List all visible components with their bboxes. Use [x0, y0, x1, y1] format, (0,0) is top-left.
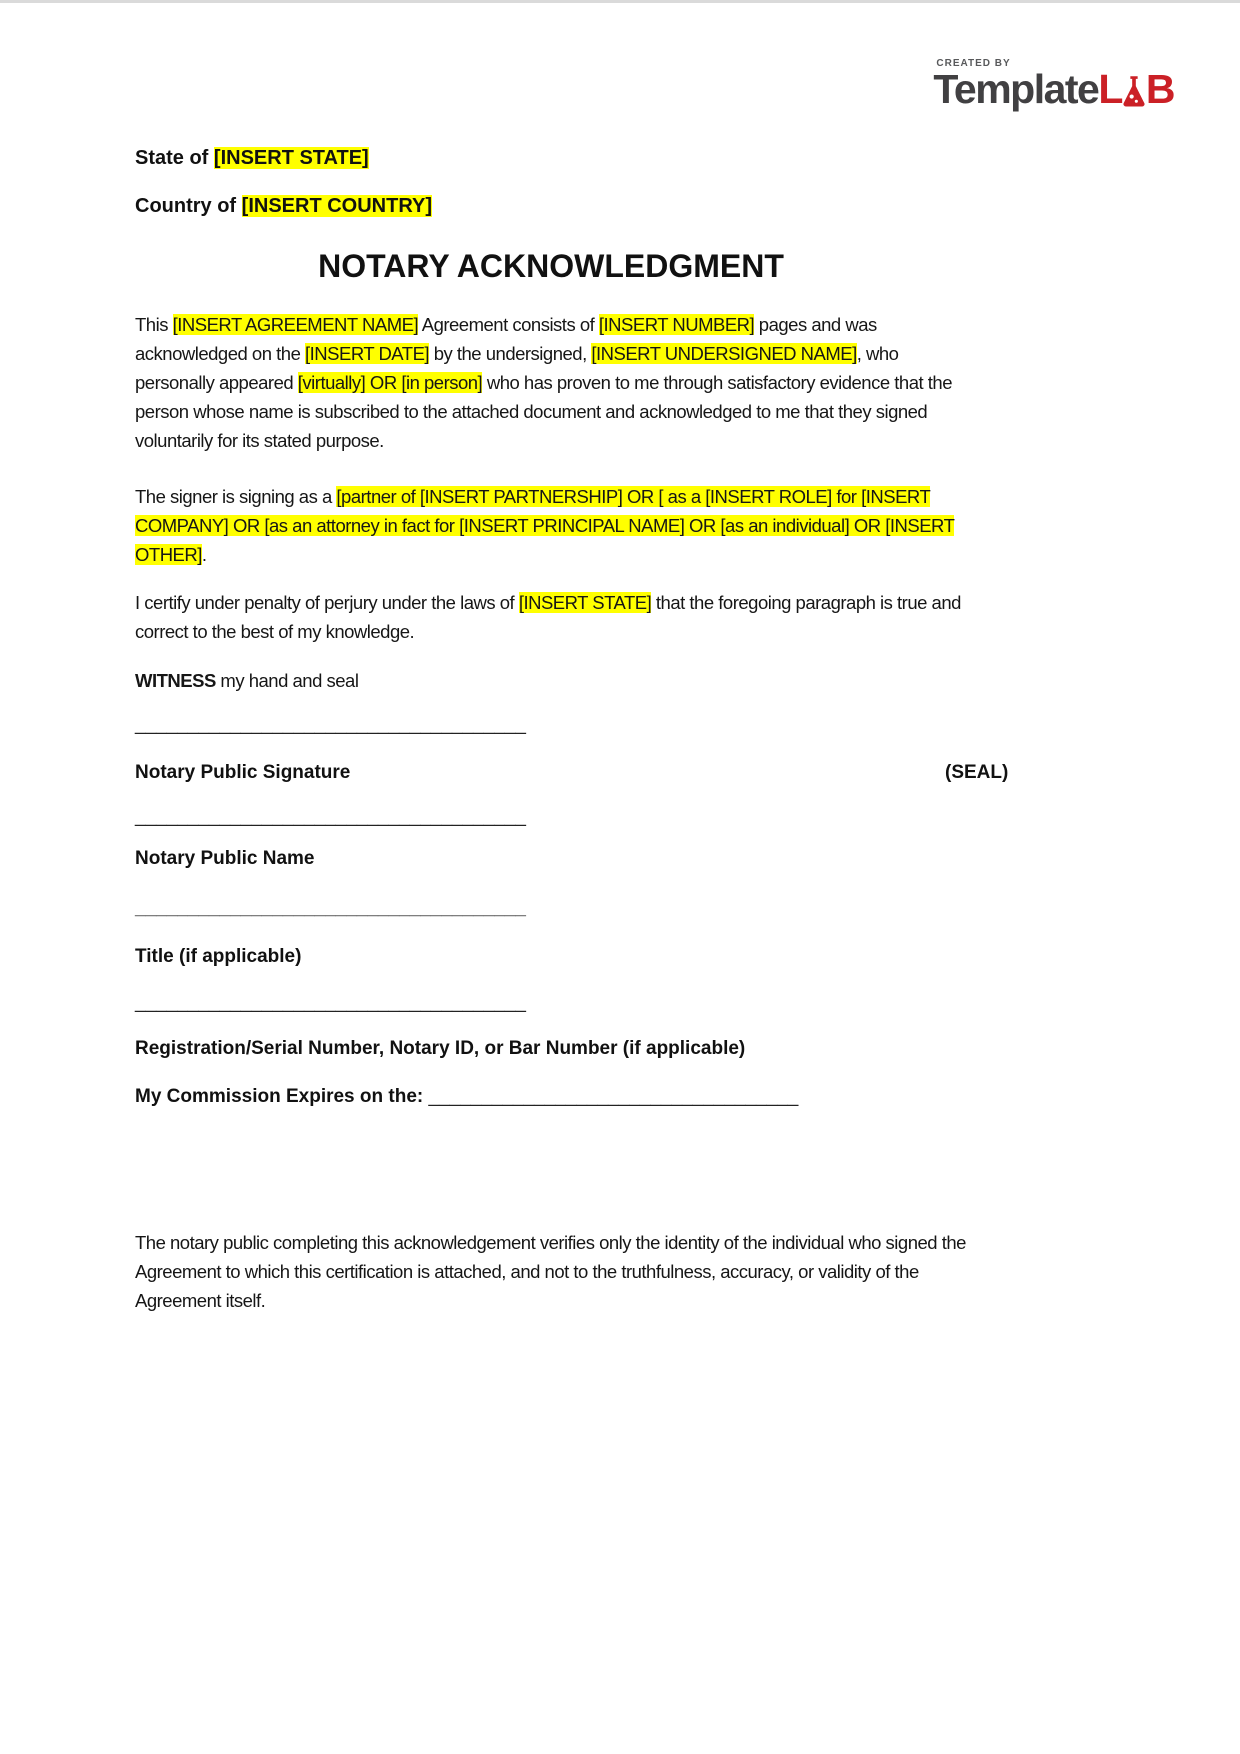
text-segment: I certify under penalty of perjury under the laws of [135, 592, 519, 613]
country-label: Country of [135, 195, 242, 217]
paragraph-signer-role [135, 482, 967, 569]
highlighted-placeholder: [virtually] OR [in person] [297, 372, 483, 393]
signature-rule-3: _____________________________________ [135, 898, 526, 919]
highlighted-placeholder: [INSERT NUMBER] [598, 314, 755, 335]
text-segment: my hand and seal [215, 670, 359, 691]
logo-created-by-label: CREATED BY [936, 58, 1011, 69]
signature-rule-2: _____________________________________ [135, 806, 526, 827]
registration-number-label: Registration/Serial Number, Notary ID, or Bar Number (if applicable) [135, 1038, 746, 1059]
highlighted-placeholder: [partner of [INSERT PARTNERSHIP] OR [ as a [INSERT ROLE] for [INSERT COMPANY] OR [as an attorney in fact for [INSERT PRINCIPAL NAME] OR [as an individual] OR [INSERT OTHER] [135, 486, 955, 565]
logo-brand-template: Template [933, 66, 1099, 112]
state-label: State of [135, 147, 214, 169]
country-line [135, 195, 967, 218]
signature-rule-4: _____________________________________ [135, 992, 526, 1013]
seal-label: (SEAL) [945, 762, 1009, 783]
text-segment: This [135, 314, 173, 335]
text-segment: by the undersigned, [429, 343, 592, 364]
logo-brand [933, 66, 1174, 112]
highlighted-placeholder: [INSERT DATE] [305, 343, 430, 364]
lab-flask-icon [1121, 75, 1147, 108]
commission-expires-blank: ___________________________________ [428, 1086, 799, 1107]
country-placeholder: [INSERT COUNTRY] [241, 195, 433, 217]
page-title: NOTARY ACKNOWLEDGMENT [318, 248, 784, 284]
notary-disclaimer: The notary public completing this acknowledgement verifies only the identity of the individual who signed the Agreement to which this certification is attached, and not to the truthfulness, accuracy, or validity of the Agreement itself. [135, 1232, 966, 1311]
text-segment: WITNESS [135, 670, 216, 691]
logo-brand-l: L [1098, 66, 1122, 112]
witness-line [135, 666, 967, 695]
paragraph-certification [135, 588, 967, 646]
logo-brand-b: B [1145, 66, 1174, 112]
notary-name-label: Notary Public Name [135, 848, 315, 869]
text-segment: who has proven to me through satisfactory evidence that the person whose name is subscribed to the attached document and acknowledged to me that they signed voluntarily for its stated purpose. [135, 372, 952, 451]
state-placeholder: [INSERT STATE] [213, 147, 369, 169]
paragraph-acknowledgment [135, 310, 967, 455]
text-segment: . [201, 544, 207, 565]
state-line [135, 147, 967, 170]
highlighted-placeholder: [INSERT UNDERSIGNED NAME] [591, 343, 857, 364]
highlighted-placeholder: [INSERT AGREEMENT NAME] [172, 314, 419, 335]
commission-expires-line [135, 1086, 967, 1108]
text-segment: pages and was acknowledged on the [135, 314, 877, 364]
notary-signature-label: Notary Public Signature [135, 762, 351, 783]
highlighted-placeholder: [INSERT STATE] [518, 592, 652, 613]
text-segment: Agreement consists of [418, 314, 599, 335]
text-segment: that the foregoing paragraph is true and correct to the best of my knowledge. [135, 592, 961, 642]
text-segment: , who personally appeared [135, 343, 899, 393]
commission-expires-label: My Commission Expires on the: [135, 1086, 429, 1107]
templatelab-logo [933, 58, 1174, 112]
page-top-divider [0, 0, 1240, 3]
signature-rule-1: _____________________________________ [135, 714, 526, 735]
notary-title-label: Title (if applicable) [135, 946, 302, 967]
text-segment: The signer is signing as a [135, 486, 337, 507]
